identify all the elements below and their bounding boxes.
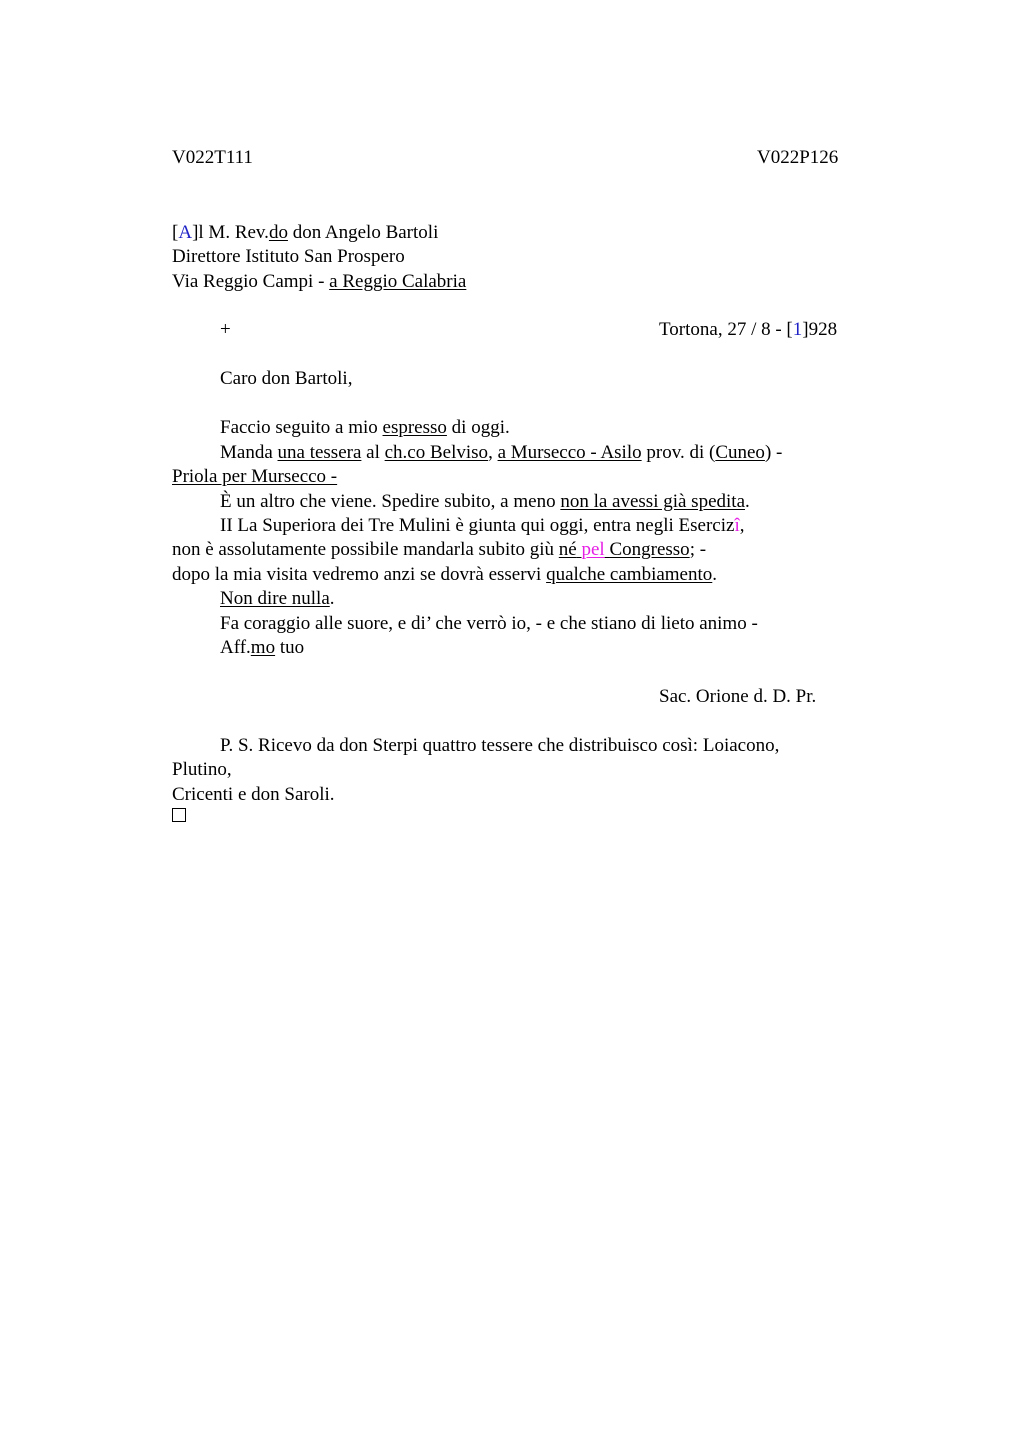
underlined-city: a Reggio Calabria xyxy=(329,271,467,292)
body-text: È un altro che viene. Spedire subito, a meno xyxy=(220,491,561,512)
underlined-text: mo xyxy=(250,637,276,658)
bracket-open: [ xyxy=(172,222,179,243)
place-date-text: ]928 xyxy=(802,319,838,340)
postscript-line-1: P. S. Ricevo da don Sterpi quattro tessere che distribuisco così: Loiacono, xyxy=(220,735,780,756)
body-text: , xyxy=(739,515,745,536)
underlined-text: non la avessi già spedita xyxy=(560,491,746,512)
body-line-4 xyxy=(220,491,750,513)
underlined-text: una tessera xyxy=(277,442,362,463)
postscript-line-3: Cricenti e don Saroli. xyxy=(172,784,335,805)
restored-digit: 1 xyxy=(792,319,803,340)
document-code-right: V022P126 xyxy=(757,147,839,168)
body-text: prov. di ( xyxy=(641,442,716,463)
place-date xyxy=(659,319,837,341)
underlined-text: espresso xyxy=(382,417,447,438)
body-text: al xyxy=(361,442,385,463)
postscript-line-2: Plutino, xyxy=(172,759,232,780)
place-date-text: Tortona, 27 / 8 - [ xyxy=(659,319,793,340)
address-text: Via Reggio Campi - xyxy=(172,271,330,292)
body-text: II La Superiora dei Tre Mulini è giunta qui oggi, entra negli Eserciz xyxy=(220,515,735,536)
underlined-text: a Mursecco - Asilo xyxy=(497,442,642,463)
end-marker-box-icon xyxy=(172,808,186,822)
body-text: non è assolutamente possibile mandarla subito giù xyxy=(172,539,559,560)
underlined-text: Cuneo xyxy=(715,442,765,463)
underlined-text: né xyxy=(558,539,577,560)
body-text: , xyxy=(488,442,498,463)
address-text: ]l M. Rev. xyxy=(192,222,269,243)
body-line-3 xyxy=(172,466,337,488)
address-line-1 xyxy=(172,222,438,244)
underlined-text: ch.co Belviso xyxy=(384,442,489,463)
body-text: Faccio seguito a mio xyxy=(220,417,383,438)
body-text: . xyxy=(329,588,335,609)
body-text: tuo xyxy=(275,637,305,658)
signature: Sac. Orione d. D. Pr. xyxy=(659,686,817,707)
body-text: ) - xyxy=(764,442,783,463)
body-line-1 xyxy=(220,417,510,439)
underlined-text: qualche cambiamento xyxy=(546,564,713,585)
body-line-2 xyxy=(220,442,782,464)
body-text: Aff. xyxy=(220,637,251,658)
underlined-text: Priola per Mursecco - xyxy=(172,466,338,487)
body-line-10 xyxy=(220,637,304,659)
annotated-word: pel xyxy=(581,539,605,560)
body-line-8 xyxy=(220,588,335,610)
body-line-5 xyxy=(220,515,745,537)
body-line-7 xyxy=(172,564,717,586)
document-code-left: V022T111 xyxy=(172,147,253,168)
restored-letter: A xyxy=(178,222,193,243)
annotated-char: î xyxy=(734,515,740,536)
body-line-9: Fa coraggio alle suore, e di’ che verrò io, - e che stiano di lieto animo - xyxy=(220,613,758,634)
body-text: . xyxy=(745,491,750,512)
body-text: dopo la mia visita vedremo anzi se dovrà esservi xyxy=(172,564,547,585)
underlined-abbrev: do xyxy=(268,222,288,243)
body-line-6 xyxy=(172,539,706,561)
address-text: don Angelo Bartoli xyxy=(287,222,439,243)
cross-symbol: + xyxy=(220,319,231,340)
body-text: ; - xyxy=(689,539,707,560)
underlined-text: Congresso xyxy=(609,539,690,560)
salutation: Caro don Bartoli, xyxy=(220,368,353,389)
body-text: di oggi. xyxy=(446,417,510,438)
body-text: Manda xyxy=(220,442,278,463)
body-text: . xyxy=(712,564,718,585)
underlined-text: Non dire nulla xyxy=(220,588,330,609)
address-line-3 xyxy=(172,271,466,293)
address-line-2: Direttore Istituto San Prospero xyxy=(172,246,405,267)
